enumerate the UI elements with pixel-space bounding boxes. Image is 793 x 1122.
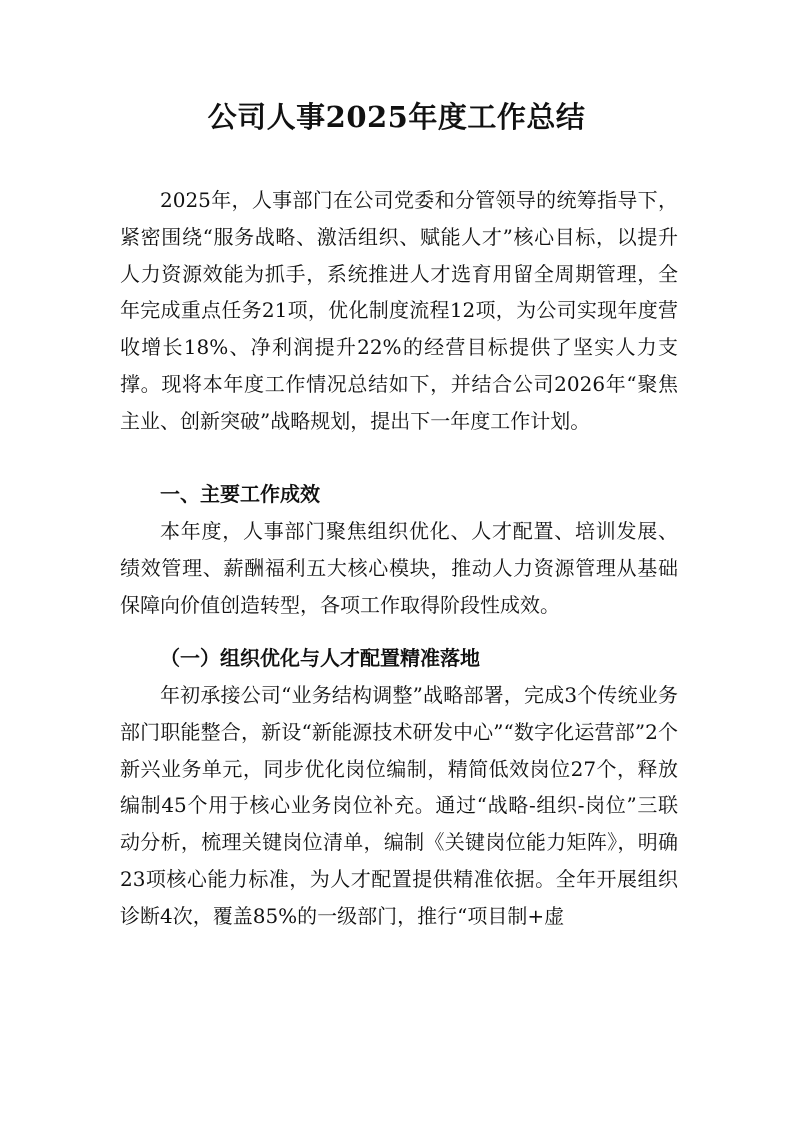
subsection-body-paragraph: 年初承接公司“业务结构调整”战略部署，完成3个传统业务部门职能整合，新设“新能源技术研发中心”“数字化运营部”2个新兴业务单元，同步优化岗位编制，精简低效岗位27个，释放编制45个用于核心业务岗位补充。通过“战略-组织-岗位”三联动分析，梳理关键岗位清单，编制《关键岗位能力矩阵》，明确23项核心能力标准，为人才配置提供精准依据。全年开展组织诊断4次，覆盖85%的一级部门，推行“项目制+虚 [120, 683, 678, 928]
section-heading-main-achievements: 一、主要工作成效 [160, 482, 320, 506]
section-overview-paragraph: 本年度，人事部门聚焦组织优化、人才配置、培训发展、绩效管理、薪酬福利五大核心模块，推动人力资源管理从基础保障向价值创造转型，各项工作取得阶段性成效。 [120, 519, 678, 617]
intro-paragraph: 2025年，人事部门在公司党委和分管领导的统筹指导下，紧密围绕“服务战略、激活组织、赋能人才”核心目标，以提升人力资源效能为抓手，系统推进人才选育用留全周期管理，全年完成重点任务21项，优化制度流程12项，为公司实现年度营收增长18%、净利润提升22%的经营目标提供了坚实人力支撑。现将本年度工作情况总结如下，并结合公司2026年“聚焦主业、创新突破”战略规划，提出下一年度工作计划。 [120, 188, 678, 433]
document-title: 公司人事2025年度工作总结 [207, 100, 586, 134]
subsection-heading-organization: （一）组织优化与人才配置精准落地 [160, 646, 480, 670]
